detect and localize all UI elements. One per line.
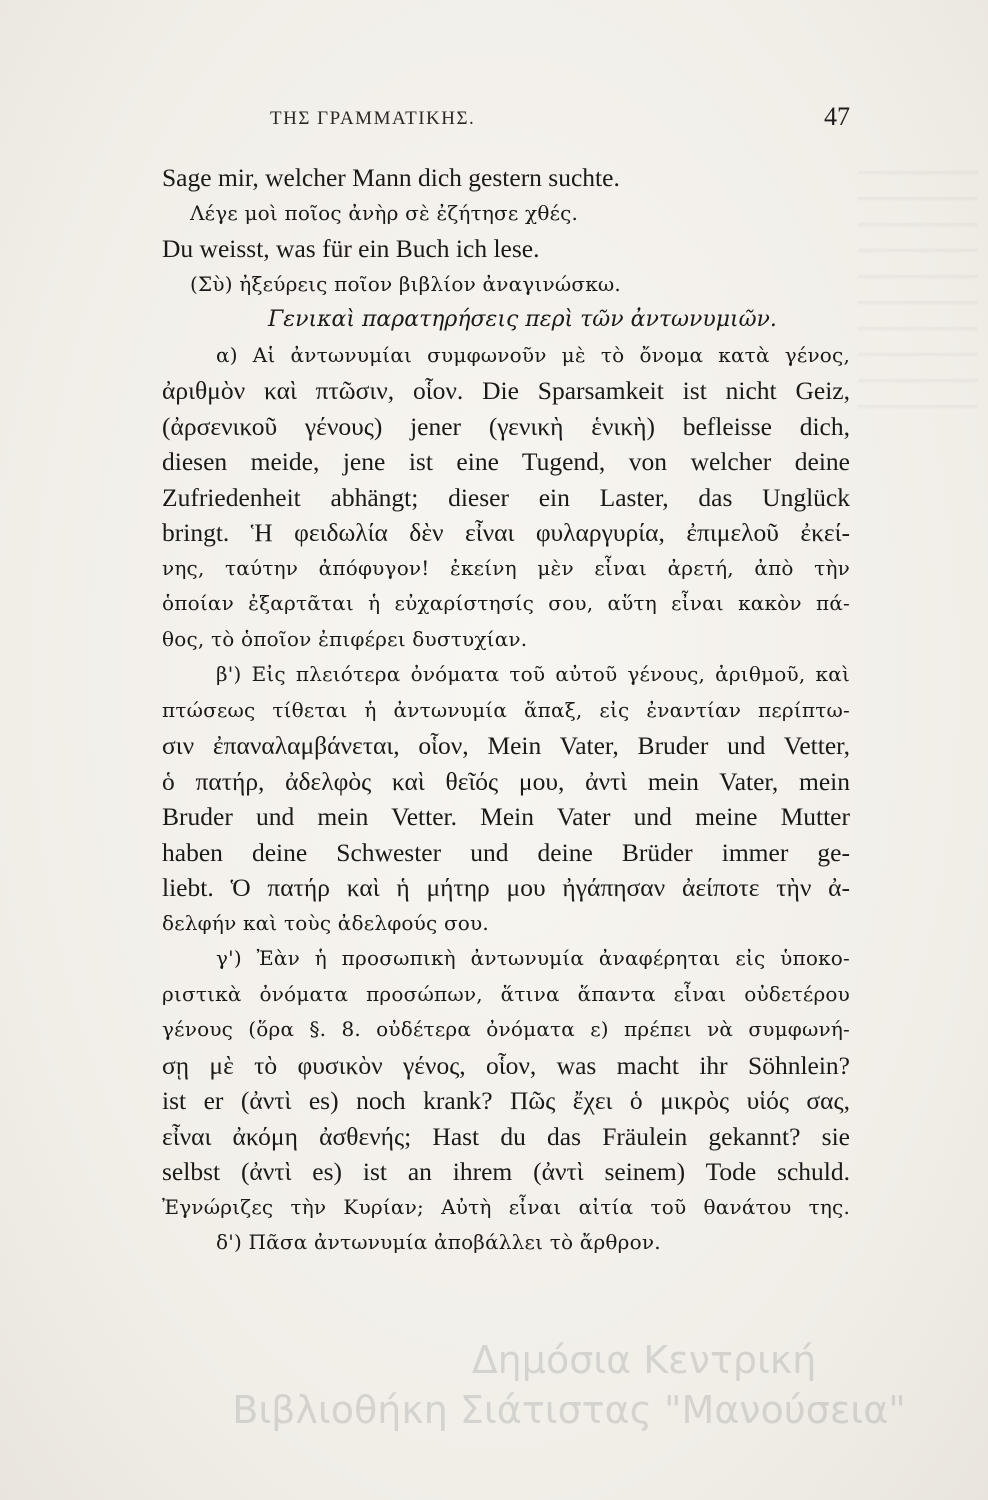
- text-line: ist er (ἀντὶ es) noch krank? Πῶς ἔχει ὁ μικρὸς υἱός σας,: [162, 1086, 850, 1115]
- text-line: θος, τὸ ὁποῖον ἐπιφέρει δυστυχίαν.: [162, 626, 528, 651]
- running-head: ΤΗΣ ΓΡΑΜΜΑΤΙΚΗΣ.: [270, 108, 476, 129]
- text-line: γ') Ἐὰν ἡ προσωπικὴ ἀντωνυμία ἀναφέρηται εἰς ὑποκο-: [216, 946, 850, 970]
- text-line: ὁποίαν ἐξαρτᾶται ἡ εὐχαρίστησίς σου, αὕτη εἶναι κακὸν πά-: [162, 591, 850, 615]
- text-line: σῃ μὲ τὸ φυσικὸν γένος, οἷον, was macht ihr Söhnlein?: [162, 1050, 850, 1080]
- page-number: 47: [824, 102, 850, 131]
- text-line: ὁ πατήρ, ἀδελφὸς καὶ θεῖός μου, ἀντὶ mein Vater, mein: [162, 766, 850, 796]
- text-line: Sage mir, welcher Mann dich gestern suchte.: [162, 163, 620, 192]
- text-line: Bruder und mein Vetter. Mein Vater und meine Mutter: [162, 802, 850, 831]
- text-line: bringt. Ἡ φειδωλία δὲν εἶναι φυλαργυρία, ἐπιμελοῦ ἐκεί-: [162, 518, 850, 547]
- text-line: νης, ταύτην ἀπόφυγον! ἐκείνη μὲν εἶναι ἀρετή, ἀπὸ τὴν: [162, 555, 850, 580]
- library-watermark-line-1: Δημόσια Κεντρική: [471, 1338, 817, 1382]
- text-line: Du weisst, was für ein Buch ich lese.: [162, 234, 540, 263]
- text-line: diesen meide, jene ist eine Tugend, von welcher deine: [162, 447, 850, 476]
- text-line: ριστικὰ ὀνόματα προσώπων, ἅτινα ἅπαντα εἶναι οὐδετέρου: [162, 981, 850, 1006]
- text-line: δ') Πᾶσα ἀντωνυμία ἀποβάλλει τὸ ἄρθρον.: [216, 1230, 661, 1254]
- text-line: σιν ἐπαναλαμβάνεται, οἷον, Mein Vater, Bruder und Vetter,: [162, 731, 850, 760]
- text-line: (ἀρσενικοῦ γένους) jener (γενικὴ ἑνικὴ) befleisse dich,: [162, 411, 850, 441]
- bleed-through-shadow: [858, 150, 978, 430]
- text-line: ἀριθμὸν καὶ πτῶσιν, οἷον. Die Sparsamkeit ist nicht Geiz,: [162, 376, 850, 405]
- text-line: Ἐγνώριζες τὴν Κυρίαν; Αὐτὴ εἶναι αἰτία τοῦ θανάτου της.: [162, 1194, 850, 1219]
- text-line: δελφήν καὶ τοὺς ἀδελφούς σου.: [162, 910, 489, 935]
- text-line: πτώσεως τίθεται ἡ ἀντωνυμία ἅπαξ, εἰς ἐναντίαν περίπτω-: [162, 697, 850, 722]
- page-header: [160, 102, 850, 142]
- text-line: γένους (ὅρα §. 8. οὐδέτερα ὀνόματα ε) πρέπει νὰ συμφωνή-: [162, 1017, 850, 1041]
- section-heading: Γενικαὶ παρατηρήσεις περὶ τῶν ἀντωνυμιῶν.: [268, 307, 777, 332]
- text-line: Zufriedenheit abhängt; dieser ein Laster, das Unglück: [162, 482, 850, 512]
- text-line: α) Αἱ ἀντωνυμίαι συμφωνοῦν μὲ τὸ ὄνομα κατὰ γένος,: [216, 342, 850, 367]
- text-line: β') Εἰς πλειότερα ὀνόματα τοῦ αὐτοῦ γένους, ἀριθμοῦ, καὶ: [216, 662, 850, 686]
- text-line: selbst (ἀντὶ es) ist an ihrem (ἀντὶ seinem) Tode schuld.: [162, 1157, 850, 1186]
- library-watermark-line-2: Βιβλιοθήκη Σιάτιστας "Μανούσεια": [232, 1388, 906, 1432]
- text-line: (Σὺ) ἠξεύρεις ποῖον βιβλίον ἀναγινώσκω.: [190, 271, 621, 296]
- text-line: εἶναι ἀκόμη ἀσθενής; Hast du das Fräulein gekannt? sie: [162, 1121, 850, 1151]
- text-line: Λέγε μοὶ ποῖος ἀνὴρ σὲ ἐζήτησε χθές.: [190, 200, 579, 225]
- text-body: [160, 160, 850, 1261]
- text-line: liebt. Ὁ πατήρ καὶ ἡ μήτηρ μου ἠγάπησαν ἀείποτε τὴν ἀ-: [162, 873, 850, 902]
- text-line: haben deine Schwester und deine Brüder immer ge-: [162, 837, 850, 867]
